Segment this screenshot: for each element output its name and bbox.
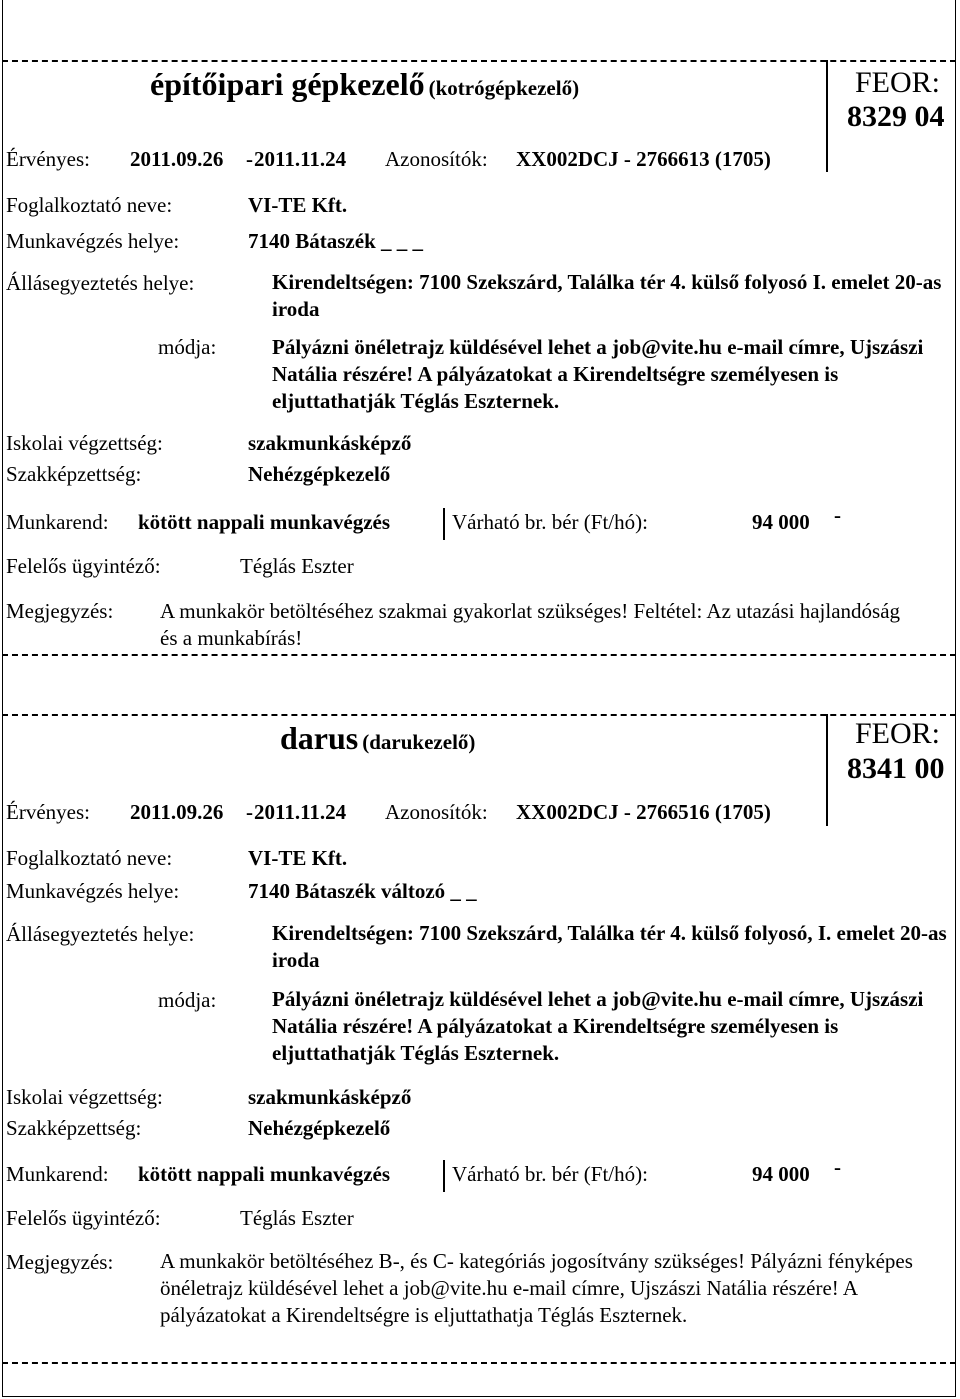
feor-label: FEOR: [855, 66, 941, 99]
education-value: szakmunkásképző [248, 1085, 412, 1109]
method-label: módja: [158, 335, 217, 359]
job-title-line [150, 66, 579, 103]
schedule-value: kötött nappali munkavégzés [138, 1162, 391, 1186]
workplace-value: 7140 Bátaszék változó _ _ [248, 879, 477, 903]
method-value: Pályázni önéletrajz küldésével lehet a job@vite.hu e-mail címre, Ujszászi Natália részére! A pályázatokat a Kirendeltségre személyesen is eljuttathatják Téglás Eszternek. [272, 987, 924, 1065]
feor-divider [826, 714, 828, 826]
feor-code: 8341 00 [847, 752, 945, 785]
workplace-label: Munkavégzés helye: [6, 879, 180, 903]
job-subtitle: (kotrógépkezelő) [428, 76, 580, 100]
workplace-value: 7140 Bátaszék _ _ _ [248, 229, 423, 253]
valid-from: 2011.09.26 [130, 800, 224, 824]
qualification-label: Szakképzettség: [6, 1116, 142, 1140]
qualification-value: Nehézgépkezelő [248, 1116, 391, 1140]
note-label: Megjegyzés: [6, 599, 114, 623]
wage-value: 94 000 [752, 510, 810, 534]
employer-value: VI-TE Kft. [248, 846, 348, 870]
wage-value: 94 000 [752, 1162, 810, 1186]
valid-label: Érvényes: [6, 800, 90, 824]
officer-label: Felelős ügyintéző: [6, 1206, 161, 1230]
valid-to: 2011.11.24 [254, 147, 347, 171]
dashed-separator [2, 654, 956, 656]
dashed-separator [2, 1362, 956, 1364]
job-title: darus [280, 720, 359, 756]
officer-value: Téglás Eszter [240, 554, 354, 578]
qualification-label: Szakképzettség: [6, 462, 142, 486]
feor-divider [826, 60, 828, 172]
meeting-place-value: Kirendeltségen: 7100 Szekszárd, Találka tér 4. külső folyosó I. emelet 20-as iroda [272, 270, 942, 321]
note-value: A munkakör betöltéséhez szakmai gyakorlat szükséges! Feltétel: Az utazási hajlandóság és a munkabírás! [160, 599, 901, 650]
employer-value: VI-TE Kft. [248, 193, 348, 217]
ids-label: Azonosítók: [385, 147, 488, 171]
education-label: Iskolai végzettség: [6, 431, 163, 455]
ids-value: XX002DCJ - 2766613 (1705) [516, 147, 771, 171]
wage-label: Várható br. bér (Ft/hó): [452, 510, 648, 534]
valid-separator: - [246, 147, 253, 171]
schedule-label: Munkarend: [6, 1162, 109, 1186]
wage-dash: - [834, 1155, 841, 1179]
meeting-place-value: Kirendeltségen: 7100 Szekszárd, Találka tér 4. külső folyosó, I. emelet 20-as iroda [272, 921, 947, 972]
education-label: Iskolai végzettség: [6, 1085, 163, 1109]
dashed-separator [2, 60, 956, 62]
wage-dash: - [834, 503, 841, 527]
qualification-value: Nehézgépkezelő [248, 462, 391, 486]
valid-separator: - [246, 800, 253, 824]
job-title-line [280, 720, 475, 757]
workplace-label: Munkavégzés helye: [6, 229, 180, 253]
schedule-value: kötött nappali munkavégzés [138, 510, 391, 534]
employer-label: Foglalkoztató neve: [6, 846, 173, 870]
job-title: építőipari gépkezelő [150, 66, 425, 102]
officer-value: Téglás Eszter [240, 1206, 354, 1230]
meeting-place-label: Állásegyeztetés helye: [6, 271, 195, 295]
method-label: módja: [158, 988, 217, 1012]
schedule-divider [443, 508, 445, 540]
employer-label: Foglalkoztató neve: [6, 193, 173, 217]
schedule-label: Munkarend: [6, 510, 109, 534]
feor-code: 8329 04 [847, 100, 945, 133]
job-subtitle: (darukezelő) [362, 730, 476, 754]
schedule-divider [443, 1160, 445, 1192]
wage-label: Várható br. bér (Ft/hó): [452, 1162, 648, 1186]
method-value: Pályázni önéletrajz küldésével lehet a job@vite.hu e-mail címre, Ujszászi Natália részére! A pályázatokat a Kirendeltségre személyesen is eljuttathatják Téglás Eszternek. [272, 335, 924, 413]
ids-value: XX002DCJ - 2766516 (1705) [516, 800, 771, 824]
valid-label: Érvényes: [6, 147, 90, 171]
education-value: szakmunkásképző [248, 431, 412, 455]
valid-from: 2011.09.26 [130, 147, 224, 171]
dashed-separator [2, 714, 956, 716]
valid-to: 2011.11.24 [254, 800, 347, 824]
note-value: A munkakör betöltéséhez B-, és C- kategóriás jogosítvány szükséges! Pályázni fényképes önéletrajz küldésével lehet a job@vite.hu e-mail címre, Ujszászi Natália részére! A pályázatokat a Kirendeltségre is eljuttathatja Téglás Eszternek. [160, 1249, 913, 1327]
officer-label: Felelős ügyintéző: [6, 554, 161, 578]
feor-label: FEOR: [855, 717, 941, 750]
note-label: Megjegyzés: [6, 1250, 114, 1274]
meeting-place-label: Állásegyeztetés helye: [6, 922, 195, 946]
ids-label: Azonosítók: [385, 800, 488, 824]
